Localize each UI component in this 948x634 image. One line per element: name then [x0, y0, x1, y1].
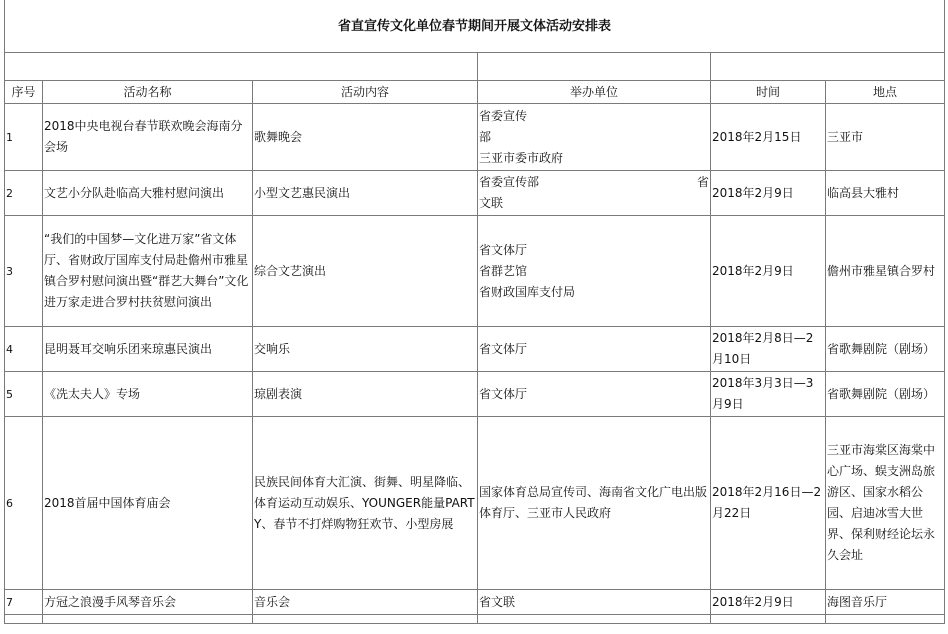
row-place[interactable]: 临高县大雅村 — [826, 171, 945, 216]
row-name[interactable]: 2018中央电视台春节联欢晚会海南分会场 — [43, 104, 253, 171]
row-index[interactable]: 4 — [5, 327, 43, 372]
header-index[interactable]: 序号 — [5, 81, 43, 104]
row-content[interactable]: 音乐会 — [253, 590, 478, 615]
activity-table — [4, 0, 945, 624]
row-organizer[interactable] — [478, 104, 711, 171]
row-name[interactable]: 2018首届中国体育庙会 — [43, 417, 253, 590]
organizer-line: 省群艺馆 — [479, 263, 528, 278]
spreadsheet — [4, 0, 944, 634]
row-time[interactable]: 2018年2月9日 — [711, 590, 826, 615]
empty-cell[interactable] — [253, 615, 478, 624]
organizer-line: 部 — [479, 129, 492, 144]
empty-cell[interactable] — [711, 615, 826, 624]
row-name[interactable]: “我们的中国梦—文化进万家”省文体厅、省财政厅国库支付局赴儋州市雅星镇合罗村慰问演出暨“群艺大舞台”文化进万家走进合罗村扶贫慰问演出 — [43, 216, 253, 327]
row-organizer[interactable]: 省文体厅 — [478, 372, 711, 417]
row-place[interactable]: 省歌舞剧院（剧场） — [826, 372, 945, 417]
row-organizer[interactable]: 省文联 — [478, 590, 711, 615]
row-place[interactable]: 三亚市海棠区海棠中心广场、蜈支洲岛旅游区、国家水稻公园、启迪冰雪大世界、保利财经论坛永久会址 — [826, 417, 945, 590]
table-row — [5, 104, 945, 171]
row-time[interactable]: 2018年2月8日—2月10日 — [711, 327, 826, 372]
table-row — [5, 171, 945, 216]
row-place[interactable]: 儋州市雅星镇合罗村 — [826, 216, 945, 327]
organizer-line: 省委宣传 — [479, 108, 528, 123]
organizer-line: 省财政国库支付局 — [479, 284, 576, 299]
row-index[interactable]: 7 — [5, 590, 43, 615]
organizer-line: 文联 — [479, 196, 504, 210]
blank-row — [5, 53, 945, 81]
table-row — [5, 327, 945, 372]
empty-cell[interactable] — [43, 615, 253, 624]
row-place[interactable]: 海图音乐厅 — [826, 590, 945, 615]
organizer-line — [479, 172, 709, 193]
row-place[interactable]: 省歌舞剧院（剧场） — [826, 327, 945, 372]
row-name[interactable]: 《冼太夫人》专场 — [43, 372, 253, 417]
row-time[interactable]: 2018年3月3日—3月9日 — [711, 372, 826, 417]
title-row — [5, 0, 945, 53]
row-name[interactable]: 文艺小分队赴临高大雅村慰问演出 — [43, 171, 253, 216]
row-index[interactable]: 1 — [5, 104, 43, 171]
row-index[interactable]: 3 — [5, 216, 43, 327]
header-row — [5, 81, 945, 104]
row-content[interactable]: 琼剧表演 — [253, 372, 478, 417]
blank-cell[interactable] — [478, 53, 711, 81]
table-title[interactable]: 省直宣传文化单位春节期间开展文体活动安排表 — [5, 0, 945, 53]
row-name[interactable]: 昆明聂耳交响乐团来琼惠民演出 — [43, 327, 253, 372]
blank-cell[interactable] — [711, 53, 945, 81]
row-organizer[interactable] — [478, 216, 711, 327]
row-time[interactable]: 2018年2月9日 — [711, 216, 826, 327]
row-organizer[interactable]: 省文体厅 — [478, 327, 711, 372]
table-row-partial — [5, 615, 945, 624]
row-index[interactable]: 6 — [5, 417, 43, 590]
table-row — [5, 590, 945, 615]
row-time[interactable]: 2018年2月15日 — [711, 104, 826, 171]
organizer-line: 三亚市委市政府 — [479, 150, 564, 165]
table-row — [5, 372, 945, 417]
header-content[interactable]: 活动内容 — [253, 81, 478, 104]
row-content[interactable]: 交响乐 — [253, 327, 478, 372]
empty-cell[interactable] — [478, 615, 711, 624]
organizer-left: 省委宣传部 — [479, 175, 540, 189]
blank-cell[interactable] — [5, 53, 478, 81]
row-time[interactable]: 2018年2月9日 — [711, 171, 826, 216]
empty-cell[interactable] — [826, 615, 945, 624]
empty-cell[interactable] — [5, 615, 43, 624]
table-row — [5, 417, 945, 590]
row-organizer[interactable]: 国家体育总局宣传司、海南省文化广电出版体育厅、三亚市人民政府 — [478, 417, 711, 590]
header-name[interactable]: 活动名称 — [43, 81, 253, 104]
row-place[interactable]: 三亚市 — [826, 104, 945, 171]
header-time[interactable]: 时间 — [711, 81, 826, 104]
table-row — [5, 216, 945, 327]
row-content[interactable]: 综合文艺演出 — [253, 216, 478, 327]
row-name[interactable]: 方冠之浪漫手风琴音乐会 — [43, 590, 253, 615]
row-time[interactable]: 2018年2月16日—2月22日 — [711, 417, 826, 590]
row-index[interactable]: 5 — [5, 372, 43, 417]
row-content[interactable]: 歌舞晚会 — [253, 104, 478, 171]
header-place[interactable]: 地点 — [826, 81, 945, 104]
organizer-right: 省 — [696, 175, 709, 189]
row-content[interactable]: 小型文艺惠民演出 — [253, 171, 478, 216]
organizer-line: 省文体厅 — [479, 242, 528, 257]
row-index[interactable]: 2 — [5, 171, 43, 216]
header-organizer[interactable]: 举办单位 — [478, 81, 711, 104]
row-organizer[interactable] — [478, 171, 711, 216]
row-content[interactable]: 民族民间体育大汇演、街舞、明星降临、体育运动互动娱乐、YOUNGER能量PARTY、春节不打烊购物狂欢节、小型房展 — [253, 417, 478, 590]
